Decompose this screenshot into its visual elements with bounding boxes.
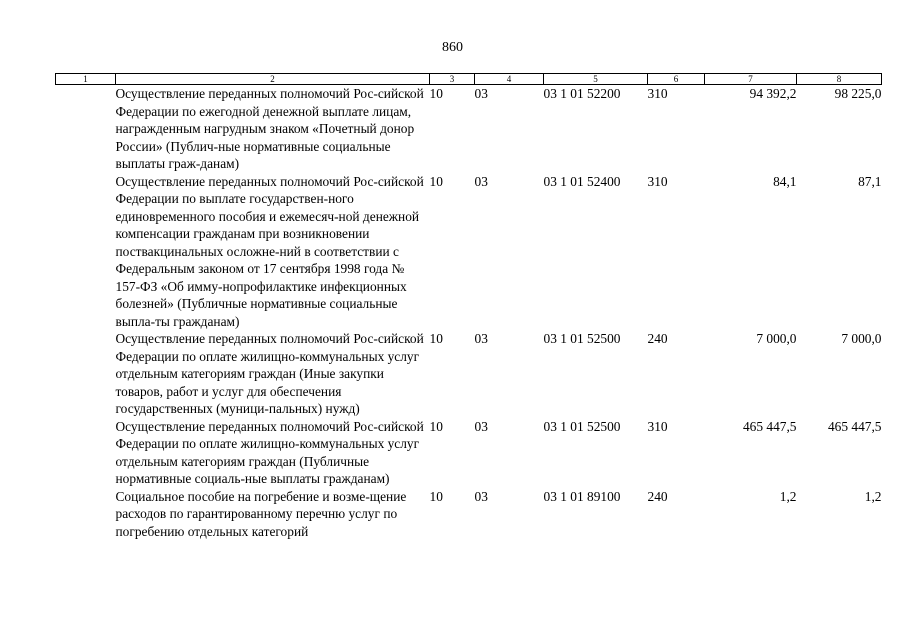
description-cell: Осуществление переданных полномочий Рос-сийской Федерации по ежегодной денежной выплате лицам, награжденным нагрудным знаком «Почетный донор России» (Публич-ные нормативные социальные выплаты граж-данам) [115,86,424,171]
expense-type-cell: 310 [647,418,668,434]
target-article-cell: 03 1 01 52400 [543,173,621,189]
column-header-3: 3 [430,74,475,85]
amount-2-cell: 87,1 [858,173,882,189]
amount-1-cell: 94 392,2 [749,86,797,101]
table-row [56,173,882,331]
expense-type-cell: 240 [647,331,668,346]
section-cell: 10 [429,86,443,101]
row-number-cell [56,488,116,541]
expense-type-cell: 310 [647,86,668,101]
subsection-cell: 03 [474,173,488,189]
description-cell: Осуществление переданных полномочий Рос-сийской Федерации по оплате жилищно-коммунальных услуг отдельным категориям граждан (Публичные нормативные социаль-ные выплаты гражданам) [115,418,424,486]
target-article-cell: 03 1 01 89100 [543,488,621,504]
column-header-5: 5 [544,74,648,85]
row-number-cell [56,330,116,418]
row-number-cell [56,418,116,488]
target-article-cell: 03 1 01 52200 [543,86,621,101]
row-number-cell [56,85,116,173]
table-row [56,85,882,173]
description-cell: Осуществление переданных полномочий Рос-сийской Федерации по оплате жилищно-коммунальных услуг отдельным категориям граждан (Иные закупки товаров, работ и услуг для обеспечения государственных (муници-пальных) нужд) [115,331,424,416]
target-article-cell: 03 1 01 52500 [543,331,621,346]
subsection-cell: 03 [474,488,488,504]
column-header-2: 2 [116,74,430,85]
description-cell: Социальное пособие на погребение и возме-щение расходов по гарантированному перечню услуг по погребению отдельных категорий [115,488,407,539]
section-cell: 10 [429,488,443,504]
amount-2-cell: 98 225,0 [834,86,882,101]
column-header-7: 7 [705,74,797,85]
column-number-header [56,74,882,85]
table-row [56,330,882,418]
column-header-8: 8 [797,74,882,85]
expense-type-cell: 240 [647,488,668,504]
subsection-cell: 03 [474,418,488,434]
section-cell: 10 [429,173,443,189]
budget-table [55,73,882,540]
amount-2-cell: 465 447,5 [827,418,882,434]
amount-1-cell: 7 000,0 [756,331,797,346]
amount-2-cell: 1,2 [864,488,882,504]
column-header-1: 1 [56,74,116,85]
table-row [56,418,882,488]
target-article-cell: 03 1 01 52500 [543,418,621,434]
row-number-cell [56,173,116,331]
amount-2-cell: 7 000,0 [841,331,882,346]
subsection-cell: 03 [474,331,488,346]
expense-type-cell: 310 [647,173,668,189]
amount-1-cell: 465 447,5 [742,418,797,434]
description-cell: Осуществление переданных полномочий Рос-сийской Федерации по выплате государствен-ного единовременного пособия и ежемесяч-ной денежной компенсации гражданам при возникновении поствакцинальных осложне-ний в соответствии с Федеральным законом от 17 сентября 1998 года № 157-ФЗ «Об имму-нопрофилактике инфекционных болезней» (Публичные нормативные социальные выпла-ты гражданам) [115,173,424,329]
subsection-cell: 03 [474,86,488,101]
column-header-6: 6 [648,74,705,85]
section-cell: 10 [429,418,443,434]
amount-1-cell: 1,2 [779,488,797,504]
page-number: 860 [442,40,463,55]
table-row [56,488,882,541]
section-cell: 10 [429,331,443,346]
amount-1-cell: 84,1 [773,173,797,189]
column-header-4: 4 [475,74,544,85]
